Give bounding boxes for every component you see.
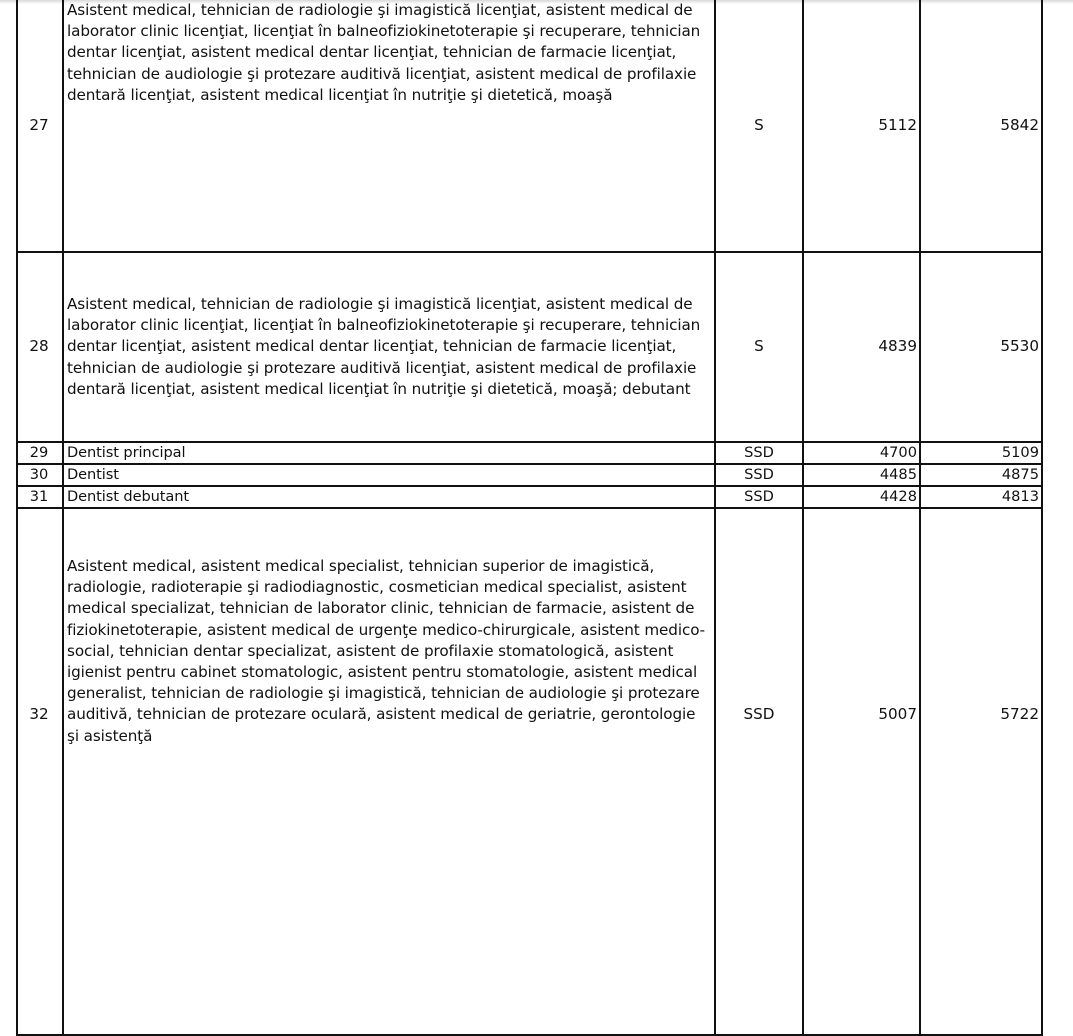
salary-value-2: 5842 (920, 0, 1042, 252)
position-description: Dentist principal (63, 442, 715, 464)
salary-value-2: 4813 (920, 486, 1042, 508)
row-number: 29 (17, 442, 63, 464)
salary-value-1: 5007 (803, 508, 920, 1035)
salary-value-1: 4485 (803, 464, 920, 486)
table-row (17, 442, 1042, 464)
salary-grid-table (16, 0, 1043, 1036)
studies-level: S (715, 252, 803, 442)
salary-value-2: 5530 (920, 252, 1042, 442)
row-number: 32 (17, 508, 63, 1035)
position-description: Dentist (63, 464, 715, 486)
salary-value-1: 4839 (803, 252, 920, 442)
position-description: Asistent medical, tehnician de radiologie şi imagistică licenţiat, asistent medical de laborator clinic licenţiat, licenţiat în balneofiziokinetoterapie şi recuperare, tehnician dentar licenţiat, asistent medical dentar licenţiat, tehnician de farmacie licenţiat, tehnician de audiologie şi protezare auditivă licenţiat, asistent medical de profilaxie dentară licenţiat, asistent medical licenţiat în nutriţie şi dietetică, moaşă (63, 0, 715, 252)
position-description: Dentist debutant (63, 486, 715, 508)
table-row (17, 0, 1042, 252)
studies-level: SSD (715, 486, 803, 508)
row-number: 27 (17, 0, 63, 252)
salary-value-2: 5109 (920, 442, 1042, 464)
row-number: 28 (17, 252, 63, 442)
row-number: 31 (17, 486, 63, 508)
salary-value-1: 5112 (803, 0, 920, 252)
row-number: 30 (17, 464, 63, 486)
studies-level: SSD (715, 508, 803, 1035)
studies-level: S (715, 0, 803, 252)
salary-value-1: 4700 (803, 442, 920, 464)
table-row (17, 252, 1042, 442)
table-row (17, 464, 1042, 486)
position-description: Asistent medical, tehnician de radiologie şi imagistică licenţiat, asistent medical de laborator clinic licenţiat, licenţiat în balneofiziokinetoterapie şi recuperare, tehnician dentar licenţiat, asistent medical dentar licenţiat, tehnician de farmacie licenţiat, tehnician de audiologie şi protezare auditivă licenţiat, asistent medical de profilaxie dentară licenţiat, asistent medical licenţiat în nutriţie şi dietetică, moaşă; debutant (63, 252, 715, 442)
table-row (17, 486, 1042, 508)
position-description: Asistent medical, asistent medical specialist, tehnician superior de imagistică, radiologie, radioterapie şi radiodiagnostic, cosmetician medical specialist, asistent medical specializat, tehnician de laborator clinic, tehnician de farmacie, asistent de fiziokinetoterapie, asistent medical de urgenţe medico-chirurgicale, asistent medico-social, tehnician dentar specializat, asistent de profilaxie stomatologică, asistent igienist pentru cabinet stomatologic, asistent pentru stomatologie, asistent medical generalist, tehnician de radiologie şi imagistică, tehnician de audiologie şi protezare auditivă, tehnician de protezare oculară, asistent medical de geriatrie, gerontologie şi asistenţă (63, 508, 715, 1035)
table-row (17, 508, 1042, 1035)
studies-level: SSD (715, 464, 803, 486)
salary-value-1: 4428 (803, 486, 920, 508)
salary-value-2: 4875 (920, 464, 1042, 486)
studies-level: SSD (715, 442, 803, 464)
salary-value-2: 5722 (920, 508, 1042, 1035)
